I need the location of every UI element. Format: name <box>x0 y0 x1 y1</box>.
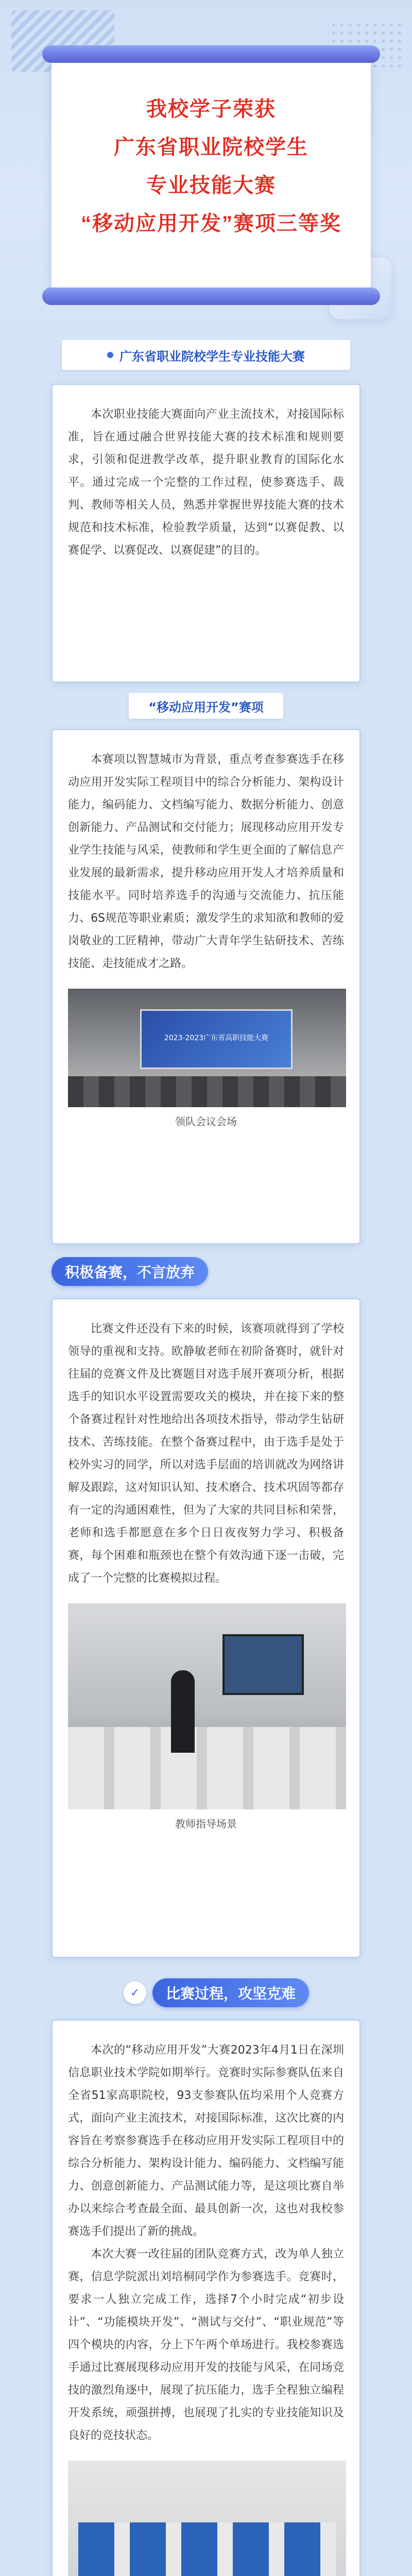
section1-heading <box>62 340 350 370</box>
teacher-figure <box>171 1670 195 1753</box>
projector-screen-text: 2023-2023广东省高职技能大赛 <box>164 1034 269 1042</box>
section3-heading-bar <box>52 1257 208 1286</box>
wall-screen <box>222 1634 304 1695</box>
bullet-icon <box>107 352 113 358</box>
desks <box>68 1727 346 1809</box>
meeting-photo-caption: 领队会议会场 <box>175 1115 237 1128</box>
meeting-photo <box>68 989 346 1107</box>
audience-rows <box>68 1076 346 1107</box>
section4-paragraph-2: 本次大赛一改往届的团队竞赛方式，改为单人独立赛，信息学院派出刘培桐同学作为参赛选手。竞赛时，要求一人独立完成工作，选择7个小时完成“初步设计”、“功能模块开发”、“测试与交付”、“职业规范”等四个模块的内容，分上下午两个单场进行。我校参赛选手通过比赛展现移动应用开发的技能与风采，在同场竞技的激烈角逐中，展现了抗压能力，选手全程独立编程开发系统，顽强拼搏，也展现了扎实的专业技能知识及良好的竞技状态。 <box>68 2248 344 2442</box>
title-line-3: 专业技能大赛 <box>146 174 276 197</box>
title-line-2: 广东省职业院校学生 <box>114 136 308 159</box>
section3-card <box>52 1298 360 1958</box>
section3-paragraph: 比赛文件还没有下来的时候，该赛项就得到了学校领导的重视和支持。欧静敏老师在初阶备赛时，就针对往届的竞赛文件及比赛题目对选手展开赛项分析，根据选手的知识水平设置需要攻关的模块，并在接下来的整个备赛过程针对性地给出各项技术指导，带动学生钻研技术、苦练技能。在整个备赛过程中，由于选手是处于校外实习的同学，所以对选手层面的培训就改为网络讲解及跟踪，这对知识认知、技术磨合、技术巩固等都存有一定的沟通困难性，但为了大家的共同目标和荣誉，老师和选手都愿意在多个日日夜夜努力学习、积极备赛，每个困难和瓶颈也在整个有效沟通下逐一击破，完成了一个完整的比赛模拟过程。 <box>68 1323 344 1585</box>
section2-paragraph: 本赛项以智慧城市为背景，重点考查参赛选手在移动应用开发实际工程项目中的综合分析能力、架构设计能力，编码能力、文档编写能力、数据分析能力、创意创新能力、产品测试和交付能力；展现移动应用开发专业学生技能与风采，使教师和学生更全面的了解信息产业发展的最新需求，提升移动应用开发人才培养质量和技能水平。同时培养选手的沟通与交流能力、抗压能力、6S规范等职业素质；激发学生的求知欲和教师的爱岗敬业的工匠精神，带动广大青年学生钻研技术、苦练技能、走技能成才之路。 <box>68 753 344 970</box>
section4-heading-bar <box>152 1978 309 2007</box>
competition-photo <box>68 2461 346 2576</box>
section1-heading-text: 广东省职业院校学生专业技能大赛 <box>119 349 305 364</box>
section2-heading <box>129 693 283 719</box>
header-banner <box>0 0 412 335</box>
section3-heading-text: 积极备赛，不言放弃 <box>65 1264 195 1281</box>
section3-heading <box>52 1257 208 1286</box>
computer-monitors <box>78 2522 336 2576</box>
section4-card <box>52 2020 360 2576</box>
section1-card <box>52 384 360 683</box>
title-line-4: “移动应用开发”赛项三等奖 <box>81 212 341 235</box>
section1-paragraph: 本次职业技能大赛面向产业主流技术，对接国际标准，旨在通过融合世界技能大赛的技术标准和规则要求，引领和促进教学改革，提升职业教育的国际化水平。通过完成一个完整的工作过程，使参赛选手、裁判、教师等相关人员，熟悉并掌握世界技能大赛的技术规范和技术标准，检验教学质量，达到“以赛促教、以赛促学、以赛促改、以赛促建”的目的。 <box>68 408 344 557</box>
section4-heading-text: 比赛过程，攻坚克难 <box>166 1985 296 2002</box>
projector-screen <box>140 1009 293 1069</box>
title-line-1: 我校学子荣获 <box>146 98 276 121</box>
section2-card <box>52 729 360 1244</box>
training-photo <box>68 1603 346 1809</box>
section2-heading-text: “移动应用开发”赛项 <box>148 700 264 715</box>
page-title <box>52 90 371 243</box>
section4-heading <box>124 1978 309 2007</box>
check-icon: ✓ <box>124 1981 146 2004</box>
section4-paragraph-1: 本次的“移动应用开发”大赛2023年4月1日在深圳信息职业技术学院如期举行。竞赛时实际参赛队伍来自全省51家高职院校，93支参赛队伍均采用个人竞赛方式，面向产业主流技术，对接国际标准，这次比赛的内容旨在考察参赛选手在移动应用开发实际工程项目中的综合分析能力、架构设计能力、编码能力、文档编写能力、创意创新能力、产品测试能力等，是这项比赛自举办以来综合考查最全面、最具创新一次，这也对我校参赛选手们提出了新的挑战。 <box>68 2044 344 2238</box>
training-photo-caption: 教师指导场景 <box>175 1818 237 1830</box>
